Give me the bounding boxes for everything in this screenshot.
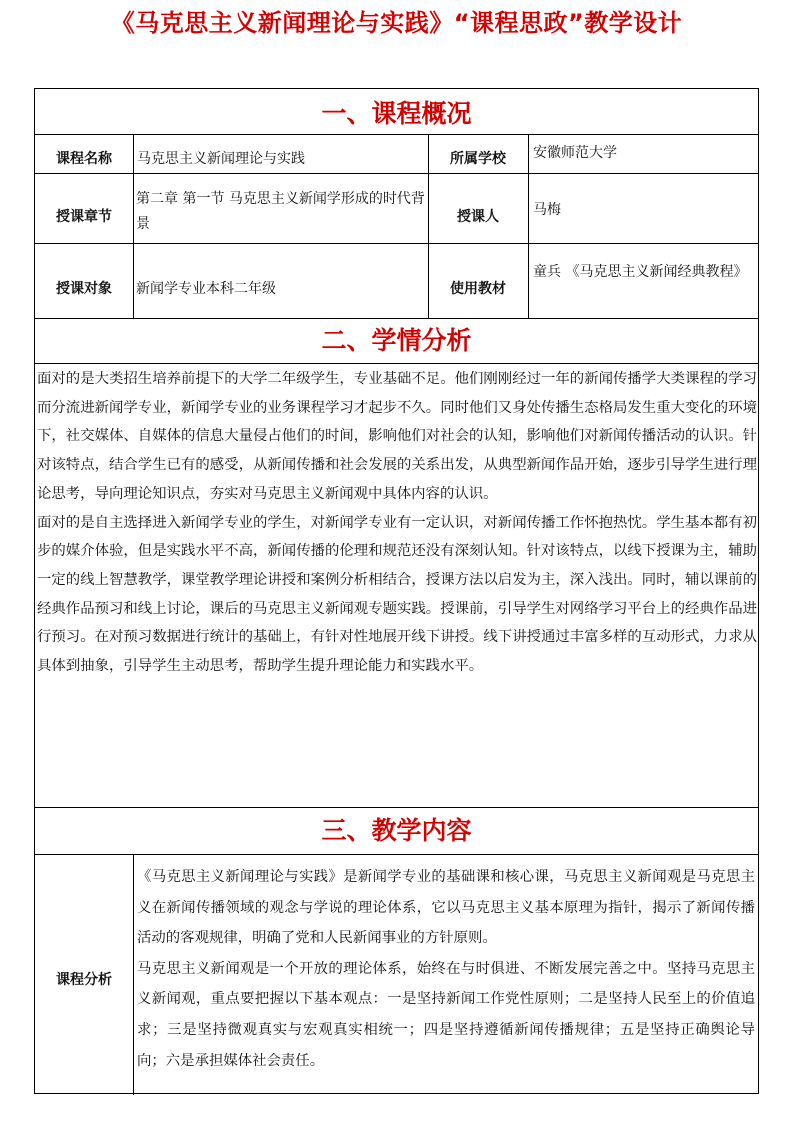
teacher-value: 马梅 [533, 202, 561, 218]
course-analysis-paragraph: 《马克思主义新闻理论与实践》是新闻学专业的基础课和核心课，马克思主义新闻观是马克思主义在新闻传播领域的观念与学说的理论体系，它以马克思主义基本原理为指针，揭示了新闻传播活动的客观规律，明确了党和人民新闻事业的方针原则。 [137, 869, 755, 947]
school-label: 所属学校 [450, 151, 506, 167]
course-analysis-body [137, 862, 755, 1076]
course-analysis-paragraph: 马克思主义新闻观是一个开放的理论体系，始终在与时俱进、不断发展完善之中。坚持马克思主义新闻观，重点要把握以下基本观点：一是坚持新闻工作党性原则；二是坚持人民至上的价值追求；三是坚持微观真实与宏观真实相统一；四是坚持遵循新闻传播规律；五是坚持正确舆论导向；六是承担媒体社会责任。 [137, 960, 755, 1069]
audience-label: 授课对象 [56, 281, 112, 297]
section-heading-overview: 一、课程概况 [321, 99, 472, 128]
student-analysis-body [37, 365, 757, 681]
student-analysis-paragraph: 面对的是大类招生培养前提下的大学二年级学生，专业基础不足。他们刚刚经过一年的新闻传播学大类课程的学习而分流进新闻学专业，新闻学专业的业务课程学习才起步不久。同时他们又身处传播生态格局发生重大变化的环境下，社交媒体、自媒体的信息大量侵占他们的时间，影响他们对社会的认知，影响他们对新闻传播活动的认识。针对该特点，结合学生已有的感受，从新闻传播和社会发展的关系出发，从典型新闻作品开始，逐步引导学生进行理论思考，导向理论知识点，夯实对马克思主义新闻观中具体内容的认识。 [37, 371, 757, 502]
audience-value: 新闻学专业本科二年级 [136, 281, 276, 297]
teacher-label: 授课人 [457, 209, 499, 225]
divider [133, 854, 134, 1095]
design-table [34, 88, 759, 1094]
divider [133, 134, 134, 318]
divider [35, 134, 758, 135]
section-heading-student-analysis: 二、学情分析 [321, 326, 472, 355]
section-heading-teaching-content: 三、教学内容 [321, 816, 472, 845]
student-analysis-paragraph: 面对的是自主选择进入新闻学专业的学生，对新闻学专业有一定认识，对新闻传播工作怀抱热忱。学生基本都有初步的媒介体验，但是实践水平不高，新闻传播的伦理和规范还没有深刻认知。针对该特点，以线下授课为主，辅助一定的线上智慧教学，课堂教学理论讲授和案例分析相结合，授课方法以启发为主，深入浅出。同时，辅以课前的经典作品预习和线上讨论，课后的马克思主义新闻观专题实践。授课前，引导学生对网络学习平台上的经典作品进行预习。在对预习数据进行统计的基础上，有针对性地展开线下讲授。线下讲授通过丰富多样的互动形式，力求从具体到抽象，引导学生主动思考，帮助学生提升理论能力和实践水平。 [37, 514, 757, 675]
divider [35, 854, 758, 855]
textbook-value: 童兵 《马克思主义新闻经典教程》 [533, 264, 748, 280]
divider [35, 173, 758, 174]
textbook-label: 使用教材 [450, 281, 506, 297]
course-name-value: 马克思主义新闻理论与实践 [137, 151, 305, 167]
school-value: 安徽师范大学 [533, 145, 617, 161]
course-name-label: 课程名称 [56, 151, 112, 167]
document-title: 《马克思主义新闻理论与实践》“课程思政”教学设计 [110, 9, 683, 37]
divider [35, 243, 758, 244]
course-analysis-label: 课程分析 [56, 972, 112, 988]
divider [35, 363, 758, 364]
divider [528, 134, 529, 318]
chapter-label: 授课章节 [56, 209, 112, 225]
chapter-value: 第二章 第一节 马克思主义新闻学形成的时代背景 [136, 191, 425, 232]
